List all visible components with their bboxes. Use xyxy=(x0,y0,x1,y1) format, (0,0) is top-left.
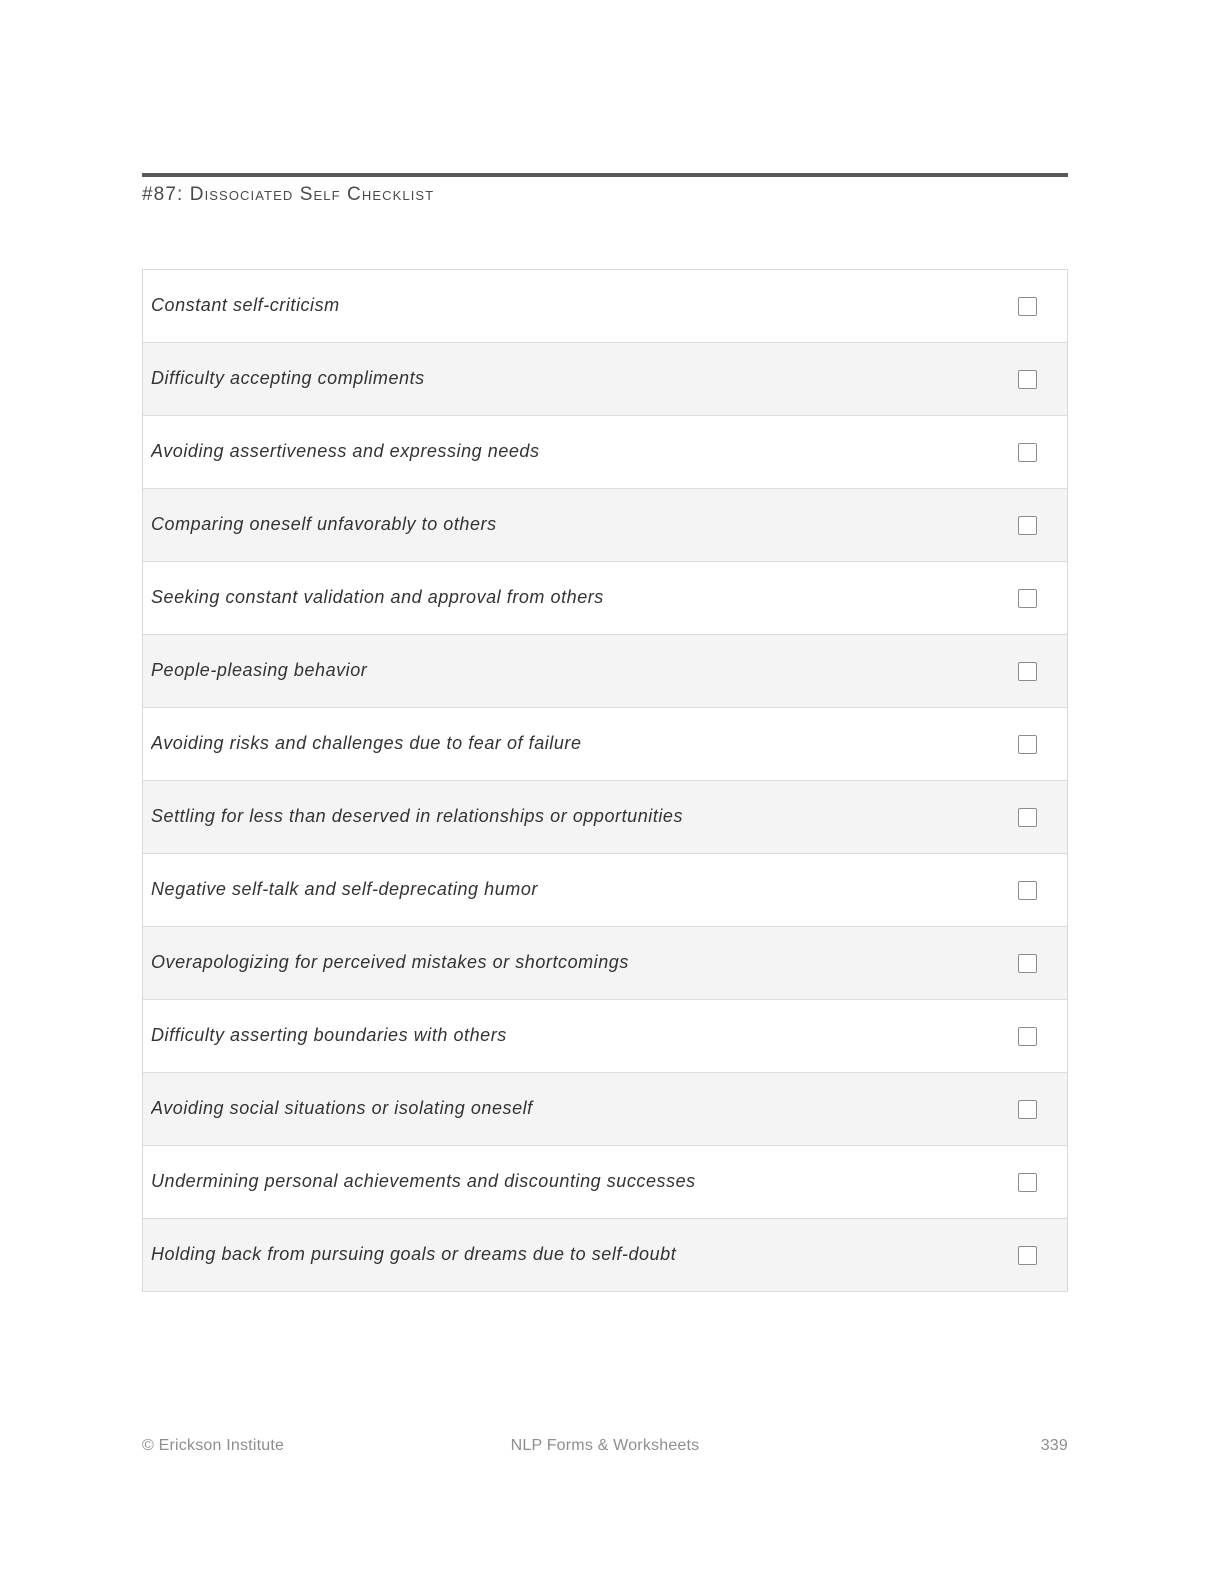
checkbox-icon[interactable] xyxy=(1018,1027,1037,1046)
checkbox-icon[interactable] xyxy=(1018,1100,1037,1119)
checklist-checkbox-cell xyxy=(997,662,1057,681)
checkbox-icon[interactable] xyxy=(1018,370,1037,389)
checklist-item-label: Avoiding risks and challenges due to fear of failure xyxy=(151,733,582,754)
page-title: #87: Dissociated Self Checklist xyxy=(142,184,435,205)
checkbox-icon[interactable] xyxy=(1018,1246,1037,1265)
checklist-item-label: Difficulty asserting boundaries with others xyxy=(151,1025,507,1046)
checklist-checkbox-cell xyxy=(997,443,1057,462)
checkbox-icon[interactable] xyxy=(1018,443,1037,462)
checklist-row[interactable] xyxy=(143,927,1067,1000)
checklist-item-label: Undermining personal achievements and discounting successes xyxy=(151,1171,696,1192)
checkbox-icon[interactable] xyxy=(1018,589,1037,608)
checklist-row[interactable] xyxy=(143,1000,1067,1073)
header-rule xyxy=(142,173,1068,177)
checklist-checkbox-cell xyxy=(997,735,1057,754)
checklist-row[interactable] xyxy=(143,854,1067,927)
checklist-item-label: Avoiding assertiveness and expressing needs xyxy=(151,441,540,462)
checklist-table xyxy=(142,269,1068,1292)
checklist-row[interactable] xyxy=(143,1146,1067,1219)
checkbox-icon[interactable] xyxy=(1018,954,1037,973)
checklist-item-label: Holding back from pursuing goals or dreams due to self-doubt xyxy=(151,1244,677,1265)
checklist-item-label: Difficulty accepting compliments xyxy=(151,368,425,389)
checklist-item-label: Constant self-criticism xyxy=(151,295,340,316)
footer-document-title: NLP Forms & Worksheets xyxy=(510,1437,700,1454)
checklist-checkbox-cell xyxy=(997,1100,1057,1119)
checklist-item-label: Negative self-talk and self-deprecating humor xyxy=(151,879,538,900)
checklist-checkbox-cell xyxy=(997,297,1057,316)
checklist-checkbox-cell xyxy=(997,1173,1057,1192)
checklist-row[interactable] xyxy=(143,562,1067,635)
checklist-row[interactable] xyxy=(143,489,1067,562)
checklist-item-label: Seeking constant validation and approval from others xyxy=(151,587,604,608)
checklist-item-label: Settling for less than deserved in relationships or opportunities xyxy=(151,806,684,827)
checklist-checkbox-cell xyxy=(997,1027,1057,1046)
footer-copyright: © Erickson Institute xyxy=(142,1437,285,1454)
checklist-checkbox-cell xyxy=(997,516,1057,535)
checkbox-icon[interactable] xyxy=(1018,662,1037,681)
checklist-row[interactable] xyxy=(143,1219,1067,1292)
checklist-checkbox-cell xyxy=(997,589,1057,608)
checkbox-icon[interactable] xyxy=(1018,297,1037,316)
footer-page-number: 339 xyxy=(1040,1437,1068,1454)
checklist-row[interactable] xyxy=(143,343,1067,416)
checkbox-icon[interactable] xyxy=(1018,735,1037,754)
checklist-row[interactable] xyxy=(143,635,1067,708)
checkbox-icon[interactable] xyxy=(1018,881,1037,900)
checkbox-icon[interactable] xyxy=(1018,516,1037,535)
checklist-item-label: People-pleasing behavior xyxy=(151,660,368,681)
checklist-row[interactable] xyxy=(143,270,1067,343)
checkbox-icon[interactable] xyxy=(1018,808,1037,827)
checklist-row[interactable] xyxy=(143,781,1067,854)
checklist-checkbox-cell xyxy=(997,370,1057,389)
checklist-item-label: Comparing oneself unfavorably to others xyxy=(151,514,497,535)
checklist-row[interactable] xyxy=(143,708,1067,781)
checklist-item-label: Overapologizing for perceived mistakes or shortcomings xyxy=(151,952,629,973)
checklist-checkbox-cell xyxy=(997,808,1057,827)
checklist-checkbox-cell xyxy=(997,1246,1057,1265)
checklist-row[interactable] xyxy=(143,1073,1067,1146)
checklist-row[interactable] xyxy=(143,416,1067,489)
checklist-checkbox-cell xyxy=(997,954,1057,973)
page-footer xyxy=(142,1437,1068,1461)
checklist-checkbox-cell xyxy=(997,881,1057,900)
checklist-item-label: Avoiding social situations or isolating oneself xyxy=(151,1098,533,1119)
checkbox-icon[interactable] xyxy=(1018,1173,1037,1192)
